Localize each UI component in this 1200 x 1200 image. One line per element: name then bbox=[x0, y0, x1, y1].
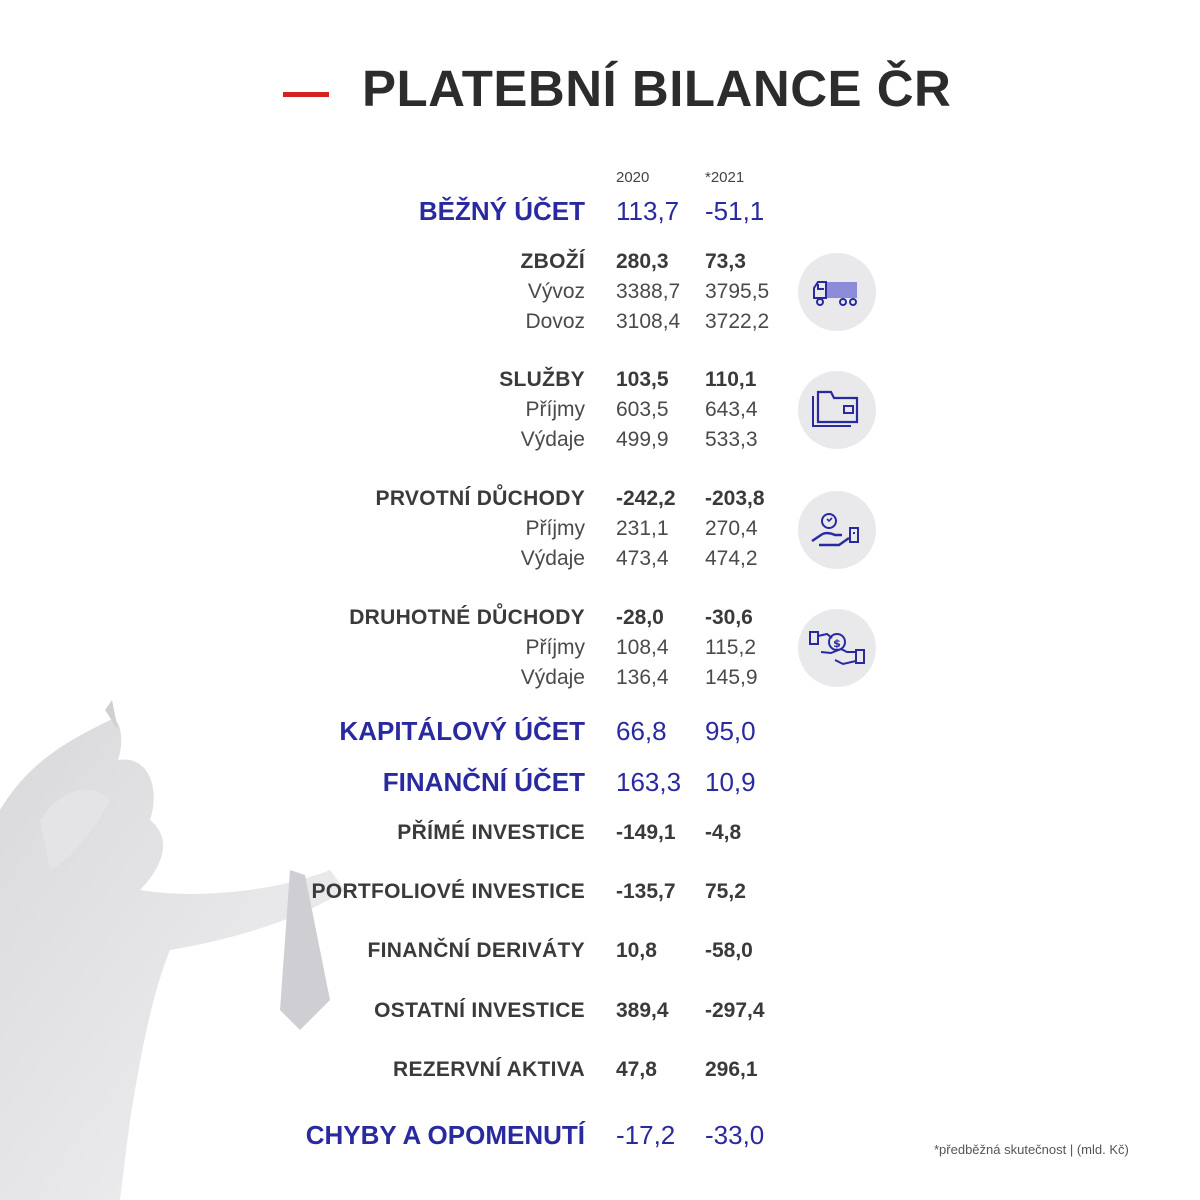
row-druhotne-prijmy bbox=[0, 632, 1200, 664]
row-label: Výdaje bbox=[520, 428, 585, 451]
value-2020: 108,4 bbox=[616, 636, 669, 659]
row-sluzby bbox=[0, 364, 1200, 396]
row-label: DRUHOTNÉ DŮCHODY bbox=[349, 606, 585, 629]
row-kapitalovy-ucet bbox=[0, 715, 1200, 747]
row-prvotni-vydaje bbox=[0, 543, 1200, 575]
value-2020: -17,2 bbox=[616, 1120, 676, 1150]
value-2021: 3795,5 bbox=[705, 280, 770, 303]
folder-icon bbox=[807, 380, 867, 440]
row-label: CHYBY A OPOMENUTÍ bbox=[305, 1120, 585, 1150]
hand-coin-icon-badge bbox=[798, 491, 876, 569]
row-label: FINANČNÍ ÚČET bbox=[382, 767, 585, 797]
row-label: PORTFOLIOVÉ INVESTICE bbox=[311, 880, 585, 903]
row-label: OSTATNÍ INVESTICE bbox=[374, 999, 585, 1022]
value-2020: 3108,4 bbox=[616, 310, 681, 333]
row-label: PRVOTNÍ DŮCHODY bbox=[375, 487, 585, 510]
row-prvotni-duchody bbox=[0, 483, 1200, 515]
value-2020: 3388,7 bbox=[616, 280, 681, 303]
value-2020: 603,5 bbox=[616, 398, 669, 421]
row-ostatni-investice bbox=[0, 995, 1200, 1027]
row-label: Dovoz bbox=[525, 310, 585, 333]
row-portfoliove-investice bbox=[0, 876, 1200, 908]
row-label: KAPITÁLOVÝ ÚČET bbox=[339, 716, 585, 746]
value-2021: -33,0 bbox=[705, 1120, 765, 1150]
value-2020: 136,4 bbox=[616, 666, 669, 689]
value-2020: 163,3 bbox=[616, 767, 682, 797]
value-2020: 47,8 bbox=[616, 1058, 657, 1081]
title-accent-dash bbox=[283, 92, 329, 97]
value-2021: -203,8 bbox=[705, 487, 765, 510]
value-2021: -30,6 bbox=[705, 606, 753, 629]
value-2021: 296,1 bbox=[705, 1058, 758, 1081]
value-2020: 103,5 bbox=[616, 368, 669, 391]
value-2021: 643,4 bbox=[705, 398, 758, 421]
value-2021: 115,2 bbox=[705, 636, 756, 659]
value-2020: -149,1 bbox=[616, 821, 676, 844]
row-sluzby-prijmy bbox=[0, 394, 1200, 426]
row-bezny-ucet bbox=[0, 195, 1200, 227]
value-2021: 73,3 bbox=[705, 250, 746, 273]
row-zbozi-dovoz bbox=[0, 306, 1200, 338]
row-label: Vývoz bbox=[527, 280, 585, 303]
row-financni-ucet bbox=[0, 766, 1200, 798]
value-2020: 10,8 bbox=[616, 939, 657, 962]
row-druhotne-vydaje bbox=[0, 662, 1200, 694]
value-2021: 10,9 bbox=[705, 767, 756, 797]
row-label: Výdaje bbox=[520, 547, 585, 570]
value-2020: 113,7 bbox=[616, 196, 680, 226]
hand-coin-icon bbox=[807, 500, 867, 560]
value-2020: 231,1 bbox=[616, 517, 669, 540]
row-druhotne-duchody bbox=[0, 602, 1200, 634]
row-label: BĚŽNÝ ÚČET bbox=[418, 196, 585, 226]
row-zbozi bbox=[0, 246, 1200, 278]
row-label: Příjmy bbox=[525, 517, 585, 540]
row-label: ZBOŽÍ bbox=[520, 250, 585, 273]
value-2020: -242,2 bbox=[616, 487, 676, 510]
row-label: SLUŽBY bbox=[499, 368, 585, 391]
row-rezervni-aktiva bbox=[0, 1054, 1200, 1086]
value-2021: -58,0 bbox=[705, 939, 753, 962]
value-2021: 270,4 bbox=[705, 517, 758, 540]
row-label: PŘÍMÉ INVESTICE bbox=[397, 821, 585, 844]
value-2020: 280,3 bbox=[616, 250, 669, 273]
row-label: FINANČNÍ DERIVÁTY bbox=[367, 939, 585, 962]
value-2020: 499,9 bbox=[616, 428, 669, 451]
value-2021: -51,1 bbox=[705, 196, 765, 226]
value-2021: 110,1 bbox=[705, 368, 757, 391]
row-prvotni-prijmy bbox=[0, 513, 1200, 545]
value-2020: -28,0 bbox=[616, 606, 664, 629]
value-2021: 145,9 bbox=[705, 666, 758, 689]
year-2020-header: 2020 bbox=[616, 169, 650, 186]
truck-icon bbox=[807, 262, 867, 322]
row-financni-derivaty bbox=[0, 935, 1200, 967]
row-label: Výdaje bbox=[520, 666, 585, 689]
value-2021: 95,0 bbox=[705, 716, 756, 746]
footnote: *předběžná skutečnost | (mld. Kč) bbox=[934, 1142, 1129, 1157]
value-2021: -4,8 bbox=[705, 821, 742, 844]
row-prime-investice bbox=[0, 817, 1200, 849]
row-zbozi-vyvoz bbox=[0, 276, 1200, 308]
value-2020: -135,7 bbox=[616, 880, 676, 903]
value-2021: 75,2 bbox=[705, 880, 746, 903]
row-sluzby-vydaje bbox=[0, 424, 1200, 456]
page-title: PLATEBNÍ BILANCE ČR bbox=[362, 60, 952, 117]
value-2020: 66,8 bbox=[616, 716, 667, 746]
row-label: REZERVNÍ AKTIVA bbox=[393, 1058, 585, 1081]
handshake-money-icon bbox=[807, 618, 867, 678]
year-2021-header: *2021 bbox=[705, 169, 745, 186]
folder-icon-badge bbox=[798, 371, 876, 449]
value-2021: 533,3 bbox=[705, 428, 758, 451]
row-label: Příjmy bbox=[525, 398, 585, 421]
value-2021: -297,4 bbox=[705, 999, 765, 1022]
handshake-money-icon-badge bbox=[798, 609, 876, 687]
value-2021: 3722,2 bbox=[705, 310, 770, 333]
row-label: Příjmy bbox=[525, 636, 585, 659]
value-2020: 473,4 bbox=[616, 547, 669, 570]
svg-text:$: $ bbox=[833, 637, 841, 650]
value-2020: 389,4 bbox=[616, 999, 669, 1022]
value-2021: 474,2 bbox=[705, 547, 758, 570]
truck-icon-badge bbox=[798, 253, 876, 331]
